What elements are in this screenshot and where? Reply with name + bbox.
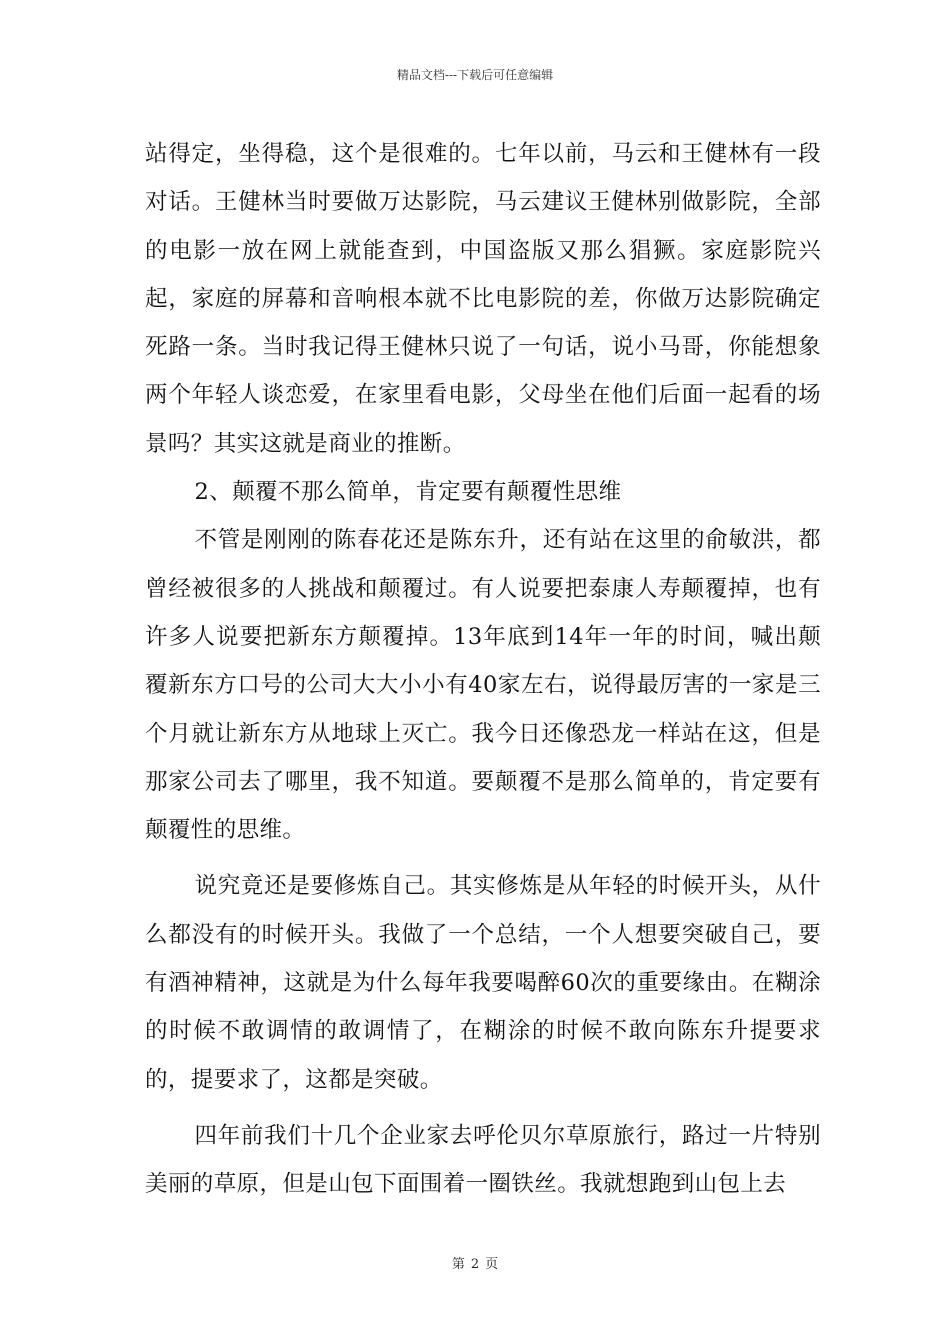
paragraph-1: 站得定，坐得稳，这个是很难的。七年以前，马云和王健林有一段对话。王健林当时要做万达影院，马云建议王健林别做影院，全部的电影一放在网上就能查到，中国盗版又那么猖獗。家庭影院兴起，家庭的屏幕和音响根本就不比电影院的差，你做万达影院确定死路一条。当时我记得王健林只说了一句话，说小马哥，你能想象两个年轻人谈恋爱，在家里看电影，父母坐在他们后面一起看的场景吗？其实这就是商业的推断。 bbox=[145, 141, 821, 457]
document-body bbox=[145, 130, 821, 1209]
page-number-suffix: 页 bbox=[485, 1257, 499, 1272]
page-number: 2 bbox=[470, 1257, 480, 1272]
page-number-prefix: 第 bbox=[451, 1257, 465, 1272]
section-heading: 2、颠覆不那么简单，肯定要有颠覆性思维 bbox=[194, 479, 622, 506]
page-footer bbox=[0, 1253, 950, 1272]
paragraph-2: 不管是刚刚的陈春花还是陈东升，还有站在这里的俞敏洪，都曾经被很多的人挑战和颠覆过。有人说要把泰康人寿颠覆掉，也有许多人说要把新东方颠覆掉。13年底到14年一年的时间，喊出颠覆新东方口号的公司大大小小有40家左右，说得最厉害的一家是三个月就让新东方从地球上灭亡。我今日还像恐龙一样站在这，但是那家公司去了哪里，我不知道。要颠覆不是那么简单的，肯定要有颠覆性的思维。 bbox=[145, 527, 821, 844]
paragraph-4: 四年前我们十几个企业家去呼伦贝尔草原旅行，路过一片特别美丽的草原，但是山包下面围着一圈铁丝。我就想跑到山包上去 bbox=[145, 1122, 821, 1198]
page-header: 精品文档---下载后可任意编辑 bbox=[396, 68, 554, 82]
paragraph-3: 说究竟还是要修炼自己。其实修炼是从年轻的时候开头，从什么都没有的时候开头。我做了一个总结，一个人想要突破自己，要有酒神精神，这就是为什么每年我要喝醉60次的重要缘由。在糊涂的时候不敢调情的敢调情了，在糊涂的时候不敢向陈东升提要求的，提要求了，这都是突破。 bbox=[145, 873, 821, 1093]
